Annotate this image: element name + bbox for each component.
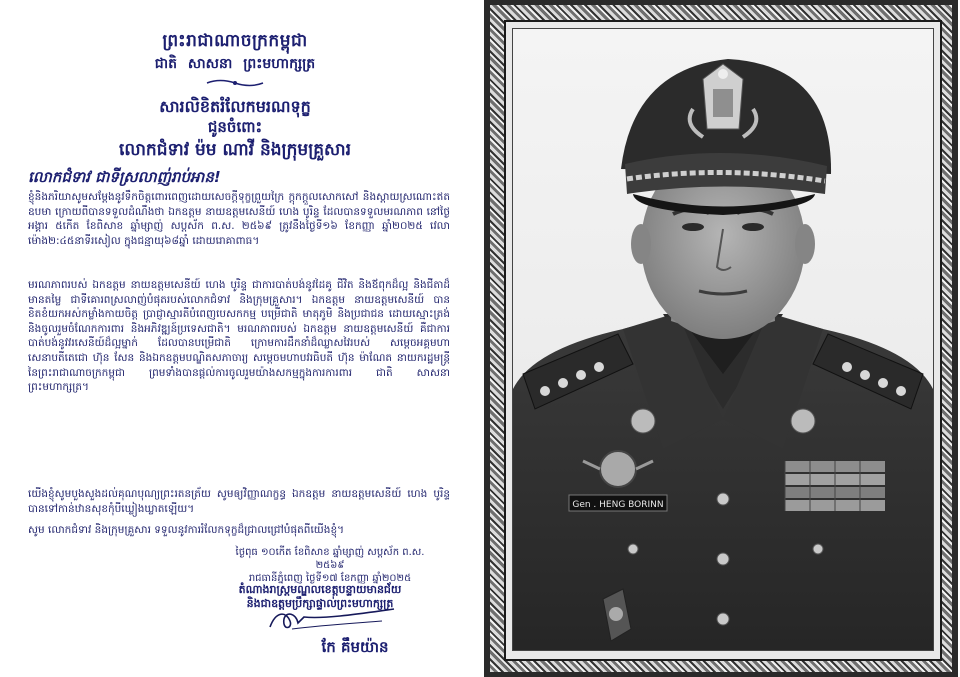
national-motto: ជាតិ សាសនា ព្រះមហាក្សត្រ: [154, 56, 316, 72]
signer-org-line-1: តំណាងរាស្ត្រមណ្ឌលខេត្តបន្ទាយមានជ័យ: [238, 583, 402, 596]
breast-badge-icon: [600, 451, 636, 487]
date-solar: រាជធានីភ្នំពេញ ថ្ងៃទី១៧ ខែកញ្ញា ឆ្នាំ២០២៥: [248, 573, 412, 584]
letter-title: សារលិខិតរំលែកមរណទុក្ខ: [159, 97, 311, 116]
letter-addressed-to: ជូនចំពោះ: [207, 118, 263, 136]
letter-recipient: លោកជំទាវ ម៉ម ណាវី និងក្រុមគ្រួសារ: [118, 140, 352, 160]
signer-org-line-2: និងជាឧត្តមប្រឹក្សាផ្ទាល់ព្រះមហាក្សត្រ: [246, 597, 394, 610]
handwritten-signature: [262, 605, 402, 635]
letter-paragraph-1: ខ្ញុំនិងភរិយាសូមសម្តែងនូវទឹកចិត្តពោរពេញដោយសេចក្តីទុក្ខព្រួយក្រៃ ក្តុកក្តួលសោកសៅ និងស្តាយស្រណោះឥតឧបមា ក្រោយពីបានទទួលដំណឹងថា ឯកឧត្តម នាយឧត្តមសេនីយ៍ ហេង បូរិន្ទ ដែលបានទទួលមរណភាព នៅថ្ងៃអង្គារ ៥កើត ខែពិសាខ ឆ្នាំម្សាញ់ សប្តស័ក ព.ស. ២៥៦៩ ត្រូវនឹងថ្ងៃទី១៦ ខែកញ្ញា ឆ្នាំ២០២៥ វេលាម៉ោង២:៤៥នាទីរសៀល ក្នុងជន្មាយុ៦៨ឆ្នាំ ដោយរោគាពាធ។: [28, 191, 450, 247]
date-lunar: ថ្ងៃពុធ ១០កើត ខែពិសាខ ឆ្នាំម្សាញ់ សប្តស័ក ព.ស. ២៥៦៩: [235, 547, 425, 571]
letter-salutation: លោកជំទាវ ជាទីស្រលាញ់រាប់អាន!: [28, 168, 221, 186]
letter-paragraph-2: មរណភាពរបស់ ឯកឧត្តម នាយឧត្តមសេនីយ៍ ហេង បូរិន្ទ ជាការបាត់បង់នូវដៃគូ ជីវិត និងឪពុកដ៏ល្អ និងជីតាដ៏មានតម្លៃ ជាទីគោរពស្រលាញ់បំផុតរបស់លោកជំទាវ និងក្រុមគ្រួសារ។ ឯកឧត្តម នាយឧត្តមសេនីយ៍ បានខិតខំយកអស់កម្លាំងកាយចិត្ត ប្រាជ្ញាស្មារតីបំពេញបេសកកម្ម បម្រើជាតិ មាតុភូមិ និងប្រជាជន ដោយស្មោះត្រង់ និងចូលរួមចំណែកការពារ និងអភិវឌ្ឍន៍ប្រទេសជាតិ។ មរណភាពរបស់ ឯកឧត្តម នាយឧត្តមសេនីយ៍ គឺជាការបាត់បង់នូវវរសេនីយ៍ដ៏ល្អម្នាក់ ដែលបានបម្រើជាតិ ក្រោមការដឹកនាំដ៏ឈ្លាសវៃរបស់ សម្តេចអគ្គមហាសេនាបតីតេជោ ហ៊ុន សែន និងឯកឧត្តមបណ្ឌិតសភាចារ្យ សម្តេចមហាបវរធិបតី ហ៊ុន ម៉ាណែត នាយករដ្ឋមន្ត្រី នៃព្រះរាជាណាចក្រកម្ពុជា ព្រមទាំងបានផ្តល់ការចូលរួមយ៉ាងសកម្មក្នុងការការពារ ជាតិ សាសនា ព្រះមហាក្សត្រ។: [28, 279, 450, 394]
name-tag-text: Gen . HENG BORINN: [572, 500, 664, 510]
portrait-photo: [512, 28, 934, 651]
ornament-divider-icon: [205, 78, 265, 88]
condolence-letter: [0, 0, 470, 677]
general-portrait-illustration: [513, 29, 933, 650]
signer-name: កែ គឹមយ៉ាន: [321, 638, 389, 656]
letter-date-block: [220, 546, 440, 585]
letter-closing: សូម លោកជំទាវ និងក្រុមគ្រួសារ ទទួលនូវការរំលែកទុក្ខដ៏ជ្រាលជ្រៅបំផុតពីយើងខ្ញុំ។: [28, 524, 345, 536]
letter-paragraph-3: យើងខ្ញុំសូមបួងសួងដល់គុណបុណ្យព្រះរតនត្រ័យ សូមឲ្យវិញ្ញាណក្ខន្ធ ឯកឧត្តម នាយឧត្តមសេនីយ៍ ហេង បូរិន្ទ បានទៅកាន់ឋានសុខកុំបីឃ្លៀងឃ្លាតឡើយ។: [28, 488, 450, 515]
kingdom-header: ព្រះរាជាណាចក្រកម្ពុជា: [162, 31, 308, 51]
